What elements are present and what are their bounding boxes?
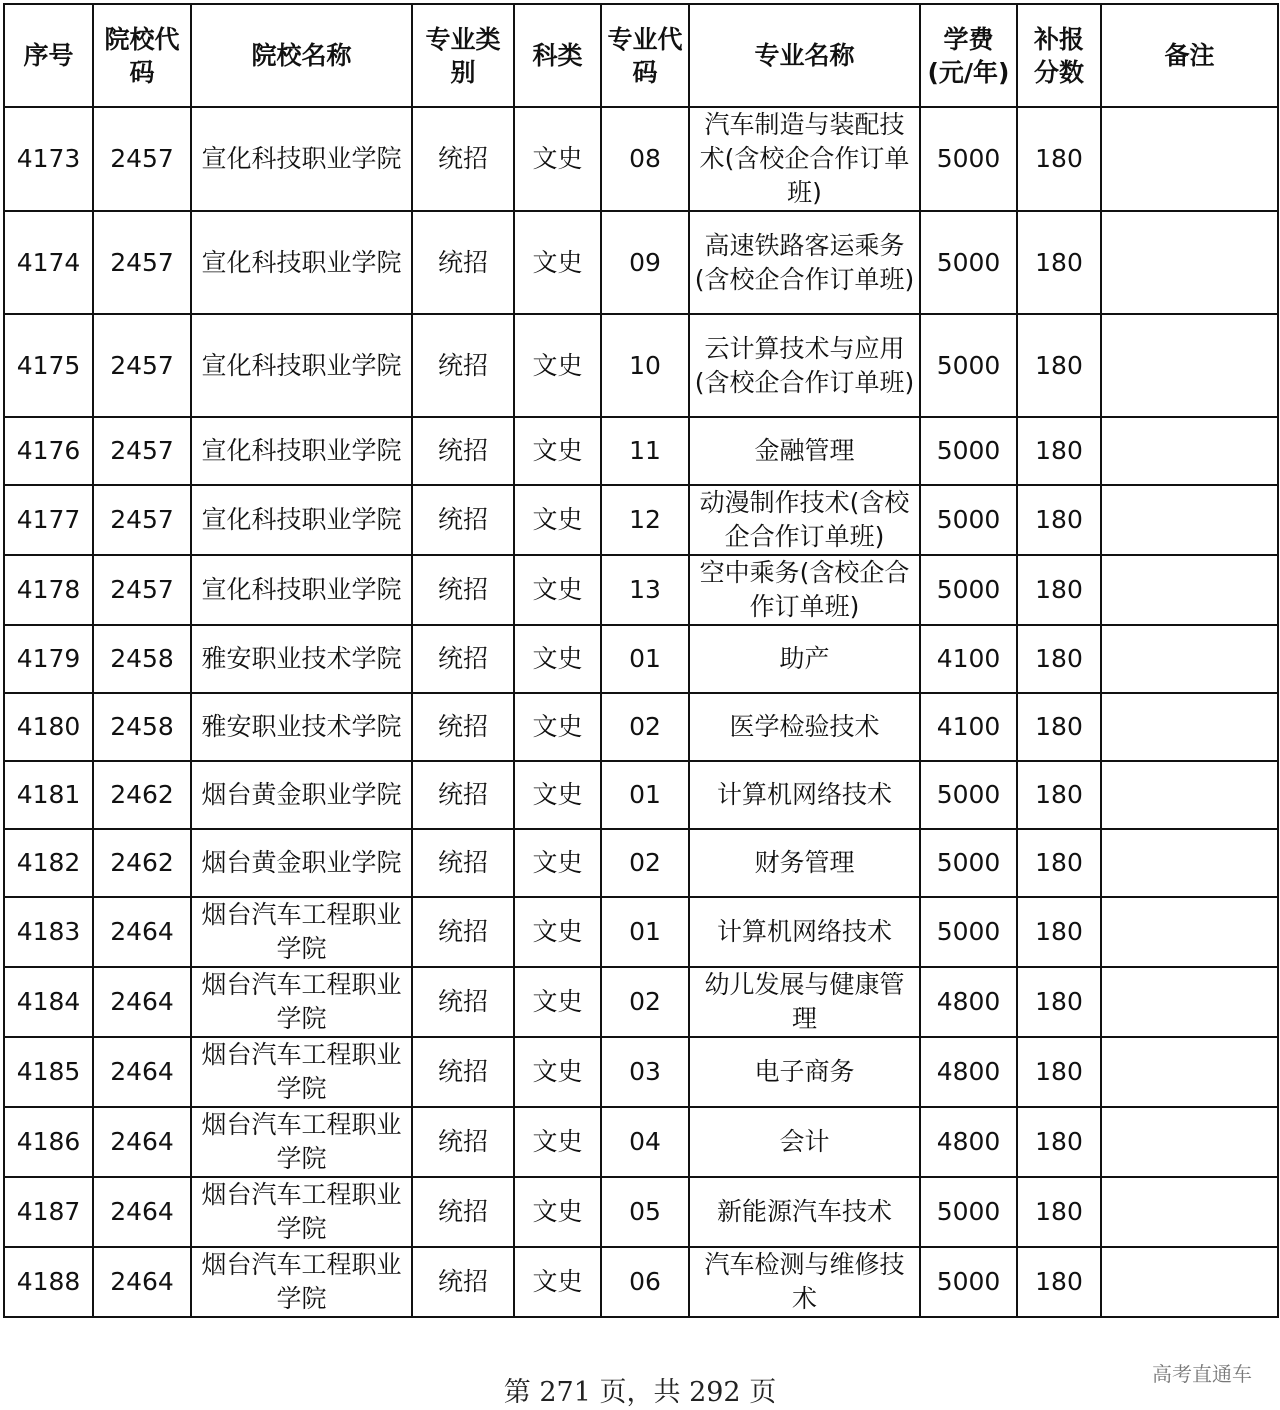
cell-major-code: 13 (601, 555, 689, 625)
cell-major-type: 统招 (412, 107, 514, 211)
cell-school-name: 宣化科技职业学院 (191, 555, 412, 625)
cell-school-code: 2464 (93, 1107, 191, 1177)
cell-major-type: 统招 (412, 693, 514, 761)
cell-seq: 4184 (4, 967, 93, 1037)
cell-major-code: 06 (601, 1247, 689, 1317)
cell-tuition: 5000 (920, 897, 1017, 967)
header-major-name: 专业名称 (689, 4, 920, 107)
cell-subject: 文史 (514, 211, 601, 314)
cell-subject: 文史 (514, 417, 601, 485)
cell-major-code: 01 (601, 625, 689, 693)
cell-subject: 文史 (514, 625, 601, 693)
cell-subject: 文史 (514, 1107, 601, 1177)
cell-school-name: 宣化科技职业学院 (191, 485, 412, 555)
cell-subject: 文史 (514, 897, 601, 967)
cell-score: 180 (1017, 693, 1101, 761)
cell-school-code: 2462 (93, 829, 191, 897)
cell-tuition: 5000 (920, 417, 1017, 485)
cell-major-name: 计算机网络技术 (689, 761, 920, 829)
cell-school-name: 宣化科技职业学院 (191, 107, 412, 211)
cell-major-name: 高速铁路客运乘务(含校企合作订单班) (689, 211, 920, 314)
cell-remarks (1101, 1177, 1278, 1247)
cell-subject: 文史 (514, 967, 601, 1037)
cell-tuition: 4800 (920, 1107, 1017, 1177)
cell-seq: 4187 (4, 1177, 93, 1247)
cell-seq: 4186 (4, 1107, 93, 1177)
table-row (4, 417, 1278, 485)
cell-school-code: 2457 (93, 314, 191, 417)
cell-major-type: 统招 (412, 1037, 514, 1107)
cell-remarks (1101, 485, 1278, 555)
cell-seq: 4177 (4, 485, 93, 555)
cell-major-name: 助产 (689, 625, 920, 693)
table-row (4, 693, 1278, 761)
table-row (4, 314, 1278, 417)
cell-score: 180 (1017, 829, 1101, 897)
cell-major-code: 08 (601, 107, 689, 211)
cell-school-code: 2457 (93, 485, 191, 555)
table-row (4, 211, 1278, 314)
cell-school-name: 烟台汽车工程职业学院 (191, 1037, 412, 1107)
table-row (4, 897, 1278, 967)
cell-major-type: 统招 (412, 897, 514, 967)
cell-seq: 4176 (4, 417, 93, 485)
cell-seq: 4174 (4, 211, 93, 314)
cell-school-name: 烟台黄金职业学院 (191, 761, 412, 829)
cell-seq: 4188 (4, 1247, 93, 1317)
cell-major-name: 计算机网络技术 (689, 897, 920, 967)
cell-school-code: 2457 (93, 417, 191, 485)
cell-remarks (1101, 829, 1278, 897)
cell-school-name: 宣化科技职业学院 (191, 417, 412, 485)
cell-major-name: 财务管理 (689, 829, 920, 897)
cell-school-name: 烟台汽车工程职业学院 (191, 967, 412, 1037)
cell-subject: 文史 (514, 485, 601, 555)
table-row (4, 1037, 1278, 1107)
cell-seq: 4178 (4, 555, 93, 625)
cell-major-type: 统招 (412, 1247, 514, 1317)
cell-remarks (1101, 897, 1278, 967)
cell-remarks (1101, 417, 1278, 485)
cell-school-code: 2457 (93, 107, 191, 211)
cell-seq: 4175 (4, 314, 93, 417)
cell-tuition: 5000 (920, 1177, 1017, 1247)
cell-school-code: 2462 (93, 761, 191, 829)
cell-major-type: 统招 (412, 211, 514, 314)
header-subject: 科类 (514, 4, 601, 107)
cell-school-code: 2464 (93, 1177, 191, 1247)
cell-score: 180 (1017, 761, 1101, 829)
table-row (4, 1247, 1278, 1317)
cell-major-type: 统招 (412, 625, 514, 693)
table-row (4, 107, 1278, 211)
cell-remarks (1101, 107, 1278, 211)
cell-major-name: 汽车检测与维修技术 (689, 1247, 920, 1317)
cell-tuition: 4100 (920, 693, 1017, 761)
cell-seq: 4180 (4, 693, 93, 761)
cell-seq: 4183 (4, 897, 93, 967)
cell-school-name: 宣化科技职业学院 (191, 314, 412, 417)
cell-school-name: 雅安职业技术学院 (191, 693, 412, 761)
cell-remarks (1101, 1247, 1278, 1317)
cell-major-code: 02 (601, 829, 689, 897)
cell-school-code: 2464 (93, 1037, 191, 1107)
cell-subject: 文史 (514, 1037, 601, 1107)
cell-major-name: 空中乘务(含校企合作订单班) (689, 555, 920, 625)
cell-tuition: 4800 (920, 1037, 1017, 1107)
cell-tuition: 5000 (920, 107, 1017, 211)
cell-major-name: 动漫制作技术(含校企合作订单班) (689, 485, 920, 555)
table-row (4, 761, 1278, 829)
cell-school-code: 2458 (93, 625, 191, 693)
cell-seq: 4173 (4, 107, 93, 211)
cell-remarks (1101, 761, 1278, 829)
cell-remarks (1101, 693, 1278, 761)
cell-tuition: 5000 (920, 1247, 1017, 1317)
cell-school-name: 宣化科技职业学院 (191, 211, 412, 314)
table-row (4, 555, 1278, 625)
cell-tuition: 4800 (920, 967, 1017, 1037)
cell-major-name: 汽车制造与装配技术(含校企合作订单班) (689, 107, 920, 211)
header-school-code: 院校代码 (93, 4, 191, 107)
cell-tuition: 5000 (920, 555, 1017, 625)
cell-major-code: 11 (601, 417, 689, 485)
cell-score: 180 (1017, 1037, 1101, 1107)
cell-tuition: 5000 (920, 485, 1017, 555)
cell-score: 180 (1017, 1107, 1101, 1177)
cell-tuition: 5000 (920, 211, 1017, 314)
cell-score: 180 (1017, 107, 1101, 211)
cell-major-code: 05 (601, 1177, 689, 1247)
cell-school-code: 2464 (93, 967, 191, 1037)
cell-subject: 文史 (514, 693, 601, 761)
cell-major-name: 新能源汽车技术 (689, 1177, 920, 1247)
cell-school-code: 2464 (93, 897, 191, 967)
header-school-name: 院校名称 (191, 4, 412, 107)
cell-seq: 4181 (4, 761, 93, 829)
cell-major-type: 统招 (412, 761, 514, 829)
table-row (4, 829, 1278, 897)
cell-major-code: 03 (601, 1037, 689, 1107)
cell-major-code: 01 (601, 897, 689, 967)
cell-major-code: 04 (601, 1107, 689, 1177)
cell-subject: 文史 (514, 761, 601, 829)
cell-school-name: 烟台汽车工程职业学院 (191, 897, 412, 967)
cell-score: 180 (1017, 555, 1101, 625)
header-major-code: 专业代码 (601, 4, 689, 107)
cell-score: 180 (1017, 625, 1101, 693)
header-major-type: 专业类别 (412, 4, 514, 107)
cell-major-type: 统招 (412, 417, 514, 485)
cell-major-type: 统招 (412, 829, 514, 897)
cell-score: 180 (1017, 485, 1101, 555)
cell-remarks (1101, 625, 1278, 693)
cell-major-code: 12 (601, 485, 689, 555)
table-row (4, 967, 1278, 1037)
cell-remarks (1101, 555, 1278, 625)
header-row (4, 4, 1278, 107)
cell-remarks (1101, 1107, 1278, 1177)
header-seq: 序号 (4, 4, 93, 107)
cell-subject: 文史 (514, 1247, 601, 1317)
cell-tuition: 4100 (920, 625, 1017, 693)
table-row (4, 485, 1278, 555)
cell-major-code: 02 (601, 967, 689, 1037)
cell-score: 180 (1017, 211, 1101, 314)
cell-school-code: 2457 (93, 555, 191, 625)
cell-school-name: 烟台汽车工程职业学院 (191, 1177, 412, 1247)
cell-school-code: 2464 (93, 1247, 191, 1317)
cell-tuition: 5000 (920, 314, 1017, 417)
cell-major-name: 云计算技术与应用(含校企合作订单班) (689, 314, 920, 417)
cell-major-type: 统招 (412, 314, 514, 417)
table-row (4, 1107, 1278, 1177)
cell-major-type: 统招 (412, 1177, 514, 1247)
cell-school-name: 烟台黄金职业学院 (191, 829, 412, 897)
cell-school-code: 2458 (93, 693, 191, 761)
cell-major-code: 02 (601, 693, 689, 761)
cell-subject: 文史 (514, 555, 601, 625)
header-remarks: 备注 (1101, 4, 1278, 107)
cell-major-code: 09 (601, 211, 689, 314)
cell-score: 180 (1017, 1177, 1101, 1247)
admission-table (3, 3, 1279, 1318)
cell-major-code: 10 (601, 314, 689, 417)
header-score: 补报分数 (1017, 4, 1101, 107)
cell-score: 180 (1017, 897, 1101, 967)
cell-seq: 4182 (4, 829, 93, 897)
cell-score: 180 (1017, 314, 1101, 417)
cell-subject: 文史 (514, 1177, 601, 1247)
cell-major-name: 医学检验技术 (689, 693, 920, 761)
cell-seq: 4185 (4, 1037, 93, 1107)
cell-tuition: 5000 (920, 761, 1017, 829)
cell-remarks (1101, 314, 1278, 417)
cell-major-name: 幼儿发展与健康管理 (689, 967, 920, 1037)
cell-remarks (1101, 967, 1278, 1037)
cell-major-type: 统招 (412, 555, 514, 625)
cell-school-name: 雅安职业技术学院 (191, 625, 412, 693)
table-row (4, 1177, 1278, 1247)
cell-score: 180 (1017, 1247, 1101, 1317)
cell-major-type: 统招 (412, 967, 514, 1037)
page-number: 第 271 页，共 292 页 (503, 1377, 777, 1408)
cell-score: 180 (1017, 417, 1101, 485)
cell-major-code: 01 (601, 761, 689, 829)
cell-school-name: 烟台汽车工程职业学院 (191, 1107, 412, 1177)
cell-school-name: 烟台汽车工程职业学院 (191, 1247, 412, 1317)
cell-major-name: 金融管理 (689, 417, 920, 485)
cell-major-type: 统招 (412, 485, 514, 555)
cell-remarks (1101, 211, 1278, 314)
cell-remarks (1101, 1037, 1278, 1107)
cell-subject: 文史 (514, 829, 601, 897)
watermark: 高考直通车 (1152, 1362, 1252, 1386)
cell-subject: 文史 (514, 314, 601, 417)
header-tuition: 学费(元/年) (920, 4, 1017, 107)
cell-major-name: 电子商务 (689, 1037, 920, 1107)
cell-seq: 4179 (4, 625, 93, 693)
cell-school-code: 2457 (93, 211, 191, 314)
cell-major-name: 会计 (689, 1107, 920, 1177)
cell-major-type: 统招 (412, 1107, 514, 1177)
cell-subject: 文史 (514, 107, 601, 211)
table-row (4, 625, 1278, 693)
cell-score: 180 (1017, 967, 1101, 1037)
cell-tuition: 5000 (920, 829, 1017, 897)
